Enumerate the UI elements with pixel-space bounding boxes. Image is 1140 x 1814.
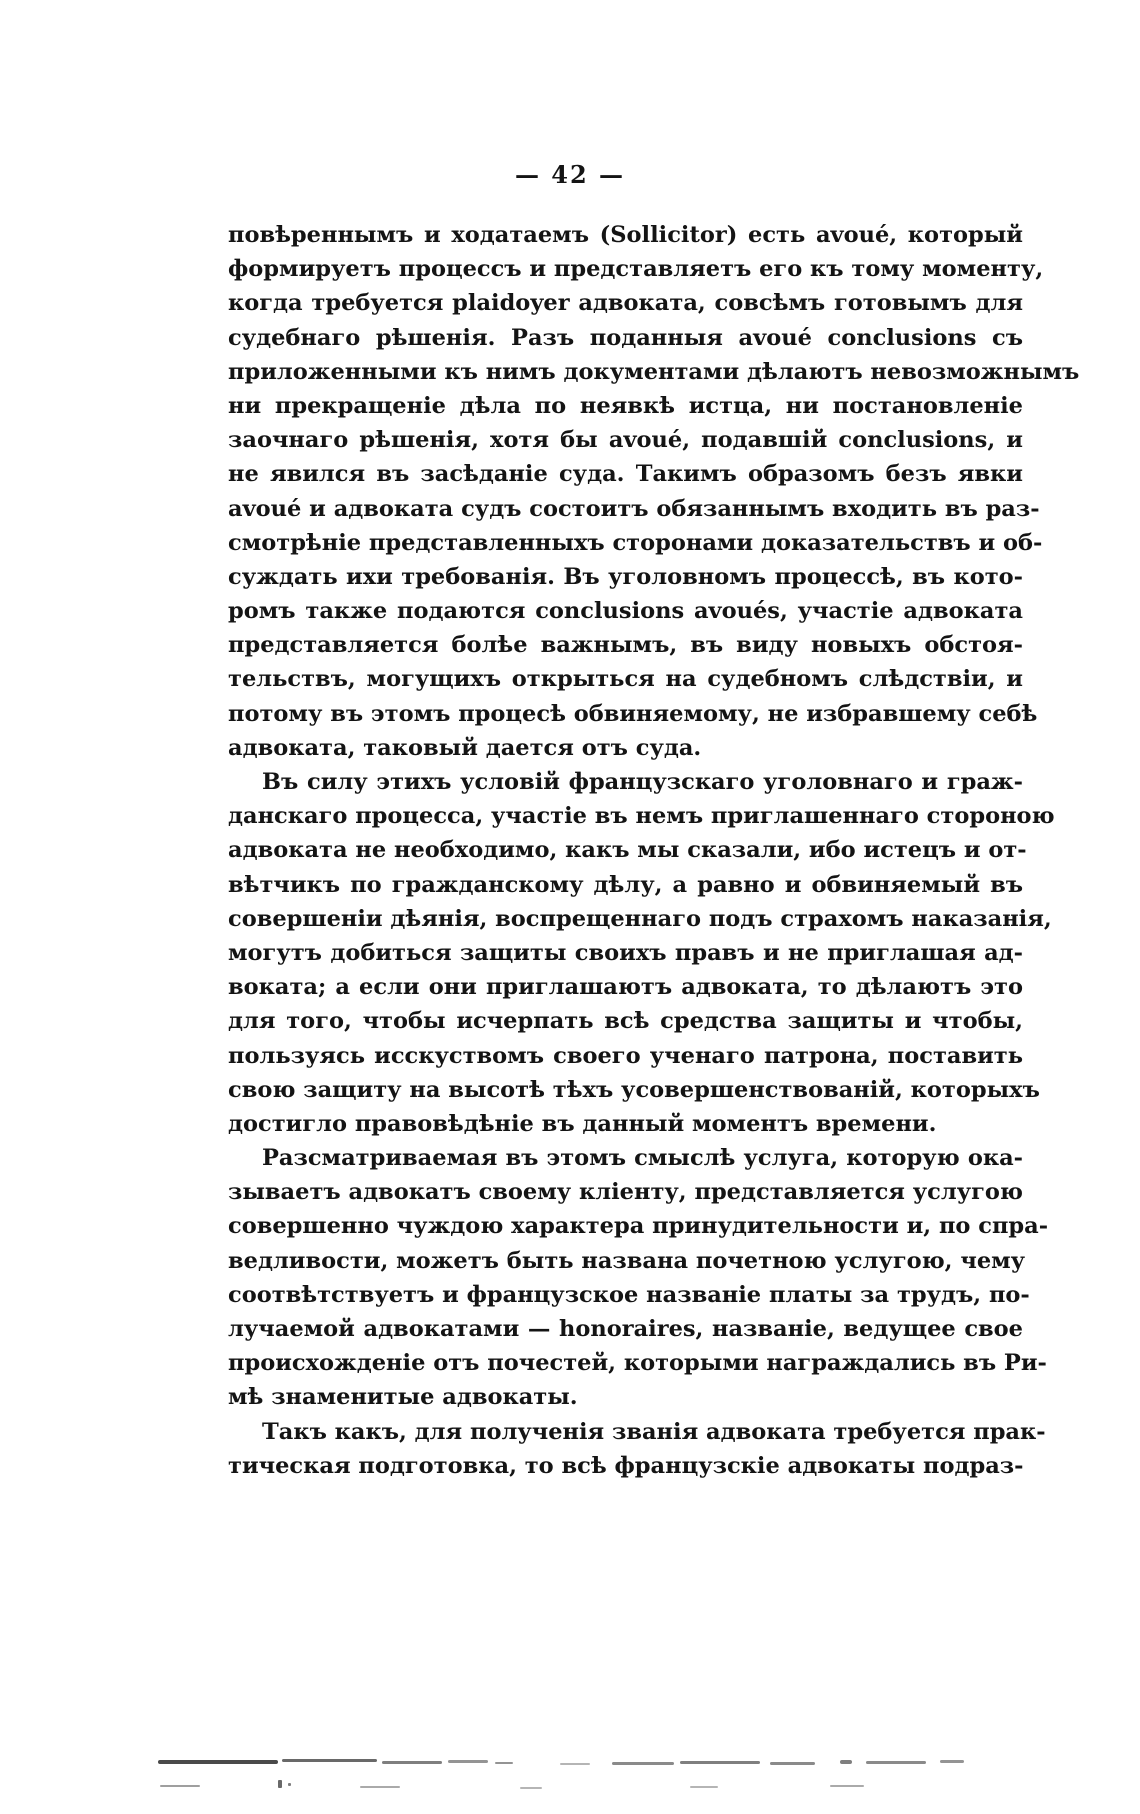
body-text <box>228 218 1080 1483</box>
text-line: формируетъ процессъ и представляетъ его къ тому моменту, <box>228 256 1044 283</box>
text-line: воката; а если они приглашаютъ адвоката, то дѣлаютъ это <box>228 974 1023 1001</box>
text-line: смотрѣніе представленныхъ сторонами доказательствъ и об- <box>228 529 1043 556</box>
text-line: совершеніи дѣянія, воспрещеннаго подъ страхомъ наказанія, <box>228 905 1052 932</box>
text-line: ни прекращеніе дѣла по неявкѣ истца, ни постановленіе <box>228 392 1023 419</box>
text-line: Въ силу этихъ условій французскаго уголовнаго и граж- <box>262 769 1023 795</box>
text-line: Такъ какъ, для полученія званія адвоката требуется прак- <box>262 1418 1046 1445</box>
text-line: потому въ этомъ процесѣ обвиняемому, не избравшему себѣ <box>228 700 1038 727</box>
text-line: тельствъ, могущихъ открыться на судебномъ слѣдствіи, и <box>228 666 1023 693</box>
text-line: соотвѣтствуетъ и французское названіе платы за трудъ, по- <box>228 1281 1030 1308</box>
paragraph-2 <box>228 765 1055 1141</box>
text-line: могутъ добиться защиты своихъ правъ и не приглашая ад- <box>228 939 1023 966</box>
text-line: свою защиту на высотѣ тѣхъ усовершенствованій, которыхъ <box>228 1076 1040 1103</box>
paragraph-1 <box>228 218 1080 765</box>
text-line: не явился въ засѣданіе суда. Такимъ образомъ безъ явки <box>228 461 1023 488</box>
text-line: представляется болѣе важнымъ, въ виду новыхъ обстоя- <box>228 632 1023 659</box>
text-line: зываетъ адвокатъ своему кліенту, представляется услугою <box>228 1179 1023 1206</box>
text-line: повѣреннымъ и ходатаемъ (Sollicitor) есть avoué, который <box>228 222 1023 248</box>
text-line: приложенными къ нимъ документами дѣлаютъ невозможнымъ <box>228 358 1080 385</box>
text-line: ведливости, можетъ быть названа почетною услугою, чему <box>228 1247 1026 1274</box>
text-line: avoué и адвоката судъ состоитъ обязаннымъ входить въ раз- <box>228 495 1040 522</box>
text-line: происхожденіе отъ почестей, которыми награждались въ Ри- <box>228 1350 1047 1377</box>
scan-artifact-marks <box>150 1750 1090 1810</box>
text-line: адвоката не необходимо, какъ мы сказали, ибо истецъ и от- <box>228 837 1027 864</box>
text-line: суждать ихи требованія. Въ уголовномъ процессѣ, въ кото- <box>228 563 1023 590</box>
text-line: лучаемой адвокатами — honoraires, названіе, ведущее свое <box>228 1316 1023 1342</box>
text-line: пользуясь исскуствомъ своего ученаго патрона, поставить <box>228 1042 1023 1069</box>
text-line: данскаго процесса, участіе въ немъ приглашеннаго стороною <box>228 803 1055 830</box>
text-line: вѣтчикъ по гражданскому дѣлу, а равно и обвиняемый въ <box>228 871 1023 898</box>
text-line: судебнаго рѣшенія. Разъ поданныя avoué conclusions съ <box>228 324 1023 351</box>
text-line: Разсматриваемая въ этомъ смыслѣ услуга, которую ока- <box>262 1145 1023 1172</box>
text-line: для того, чтобы исчерпать всѣ средства защиты и чтобы, <box>228 1008 1023 1035</box>
paragraph-3 <box>228 1141 1049 1415</box>
text-line: совершенно чуждою характера принудительности и, по спра- <box>228 1213 1049 1240</box>
page-number: — 42 — <box>514 160 626 189</box>
text-line: адвоката, таковый дается отъ суда. <box>228 734 702 761</box>
text-line: мѣ знаменитые адвокаты. <box>228 1384 578 1411</box>
text-line: тическая подготовка, то всѣ французскіе адвокаты подраз- <box>228 1452 1024 1479</box>
paragraph-4 <box>228 1415 1046 1483</box>
text-line: заочнаго рѣшенія, хотя бы avoué, подавшій conclusions, и <box>228 427 1023 454</box>
text-line: когда требуется plaidoyer адвоката, совсѣмъ готовымъ для <box>228 290 1023 317</box>
text-line: ромъ также подаются conclusions avoués, участіе адвоката <box>228 598 1023 625</box>
text-line: достигло правовѣдѣніе въ данный моментъ времени. <box>228 1110 937 1137</box>
